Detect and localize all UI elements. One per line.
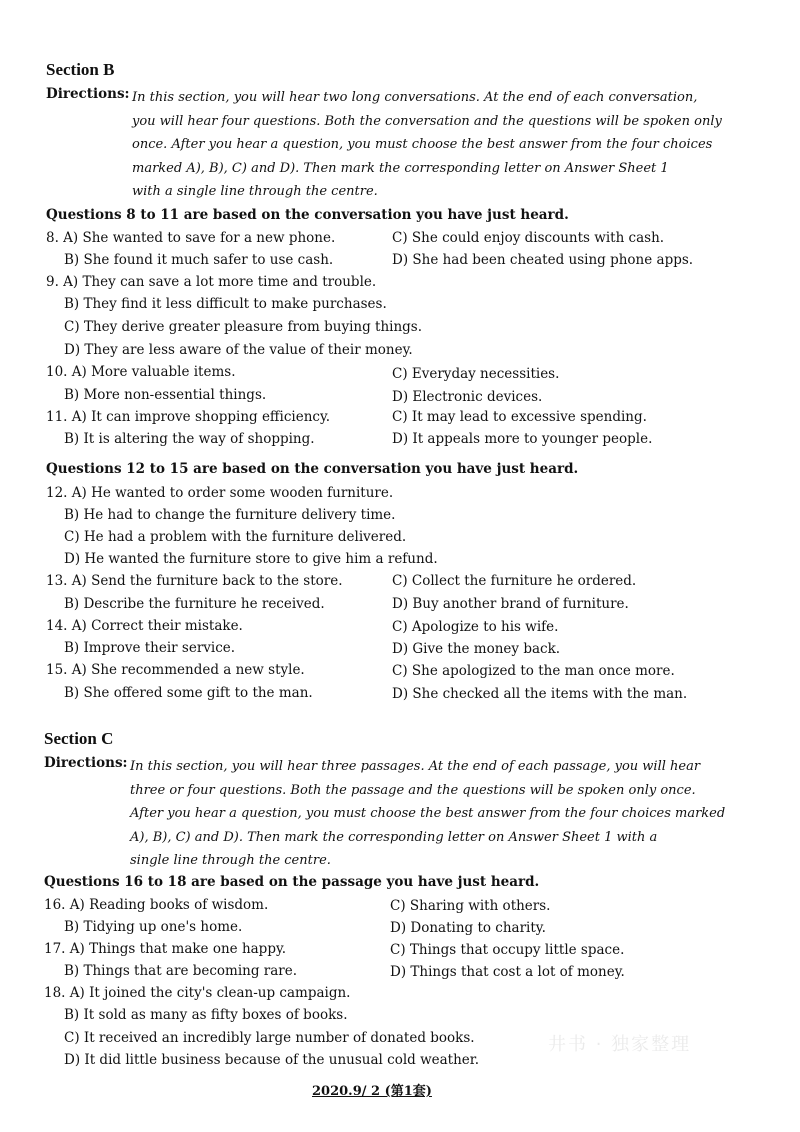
option-line: C) Things that occupy little space. — [390, 942, 625, 958]
option-line: D) She checked all the items with the man. — [392, 686, 688, 702]
option-line: B) It sold as many as fifty boxes of books. — [64, 1007, 348, 1023]
section-b-title: Section B — [46, 60, 115, 79]
section-c-directions-label: Directions: — [44, 755, 128, 771]
option-line: D) She had been cheated using phone apps. — [392, 252, 694, 268]
option-line: C) Collect the furniture he ordered. — [392, 573, 637, 589]
directions-line: with a single line through the centre. — [132, 184, 378, 199]
option-line: C) He had a problem with the furniture delivered. — [64, 529, 407, 545]
option-line: D) Things that cost a lot of money. — [390, 964, 625, 980]
page-footer: 2020.9/ 2 (第1套) — [312, 1084, 432, 1099]
option-line: 18. A) It joined the city's clean-up campaign. — [44, 985, 351, 1001]
option-line: C) Everyday necessities. — [392, 366, 560, 382]
directions-line: you will hear four questions. Both the conversation and the questions will be spoken only — [132, 113, 722, 129]
option-line: B) She offered some gift to the man. — [64, 685, 313, 701]
section-c-directions — [130, 755, 742, 873]
option-line: B) He had to change the furniture delivery time. — [64, 507, 396, 523]
option-line: C) Sharing with others. — [390, 898, 551, 914]
section-b-directions — [132, 86, 742, 204]
option-line: B) More non-essential things. — [64, 387, 267, 403]
directions-line: three or four questions. Both the passage and the questions will be spoken only once. — [130, 782, 696, 798]
directions-line: once. After you hear a question, you must choose the best answer from the four choices — [132, 137, 713, 152]
option-line: D) They are less aware of the value of their money. — [64, 342, 413, 358]
directions-line: marked A), B), C) and D). Then mark the corresponding letter on Answer Sheet 1 — [132, 160, 669, 176]
question-group-heading: Questions 8 to 11 are based on the conversation you have just heard. — [46, 207, 569, 223]
option-line: C) Apologize to his wife. — [392, 619, 559, 635]
option-line: D) It appeals more to younger people. — [392, 431, 653, 447]
option-line: C) She could enjoy discounts with cash. — [392, 230, 665, 246]
option-line: D) Donating to charity. — [390, 920, 546, 936]
directions-line: In this section, you will hear three passages. At the end of each passage, you will hear — [130, 759, 701, 774]
option-line: 15. A) She recommended a new style. — [46, 662, 305, 678]
option-line: C) She apologized to the man once more. — [392, 663, 675, 679]
option-line: 17. A) Things that make one happy. — [44, 941, 287, 957]
option-line: B) They find it less difficult to make purchases. — [64, 296, 387, 312]
option-line: 13. A) Send the furniture back to the store. — [46, 573, 343, 589]
option-line: D) Electronic devices. — [392, 389, 543, 405]
question-group-heading: Questions 16 to 18 are based on the passage you have just heard. — [44, 874, 540, 890]
option-line: 11. A) It can improve shopping efficiency. — [46, 409, 331, 425]
option-line: B) Describe the furniture he received. — [64, 596, 325, 612]
directions-line: single line through the centre. — [130, 853, 331, 868]
option-line: B) Tidying up one's home. — [64, 919, 243, 935]
option-line: D) He wanted the furniture store to give him a refund. — [64, 551, 438, 567]
option-line: C) It received an incredibly large number of donated books. — [64, 1030, 475, 1046]
option-line: C) They derive greater pleasure from buying things. — [64, 319, 423, 335]
option-line: D) Buy another brand of furniture. — [392, 596, 629, 612]
option-line: D) Give the money back. — [392, 641, 561, 657]
option-line: 9. A) They can save a lot more time and trouble. — [46, 274, 377, 290]
option-line: C) It may lead to excessive spending. — [392, 409, 647, 425]
option-line: 8. A) She wanted to save for a new phone. — [46, 230, 336, 246]
option-line: 16. A) Reading books of wisdom. — [44, 897, 269, 913]
option-line: B) Improve their service. — [64, 640, 236, 656]
directions-line: In this section, you will hear two long conversations. At the end of each conversation, — [132, 90, 698, 105]
question-group-heading: Questions 12 to 15 are based on the conversation you have just heard. — [46, 461, 579, 477]
watermark-text: 井书 · 独家整理 — [548, 1034, 692, 1055]
directions-line: After you hear a question, you must choose the best answer from the four choices marked — [130, 806, 726, 821]
option-line: 12. A) He wanted to order some wooden furniture. — [46, 485, 394, 501]
section-c-title: Section C — [44, 729, 114, 748]
directions-line: A), B), C) and D). Then mark the corresponding letter on Answer Sheet 1 with a — [130, 829, 658, 845]
option-line: B) She found it much safer to use cash. — [64, 252, 334, 268]
option-line: 10. A) More valuable items. — [46, 364, 236, 380]
option-line: B) Things that are becoming rare. — [64, 963, 298, 979]
section-b-directions-label: Directions: — [46, 86, 130, 102]
option-line: B) It is altering the way of shopping. — [64, 431, 315, 447]
option-line: 14. A) Correct their mistake. — [46, 618, 243, 634]
option-line: D) It did little business because of the unusual cold weather. — [64, 1052, 480, 1068]
